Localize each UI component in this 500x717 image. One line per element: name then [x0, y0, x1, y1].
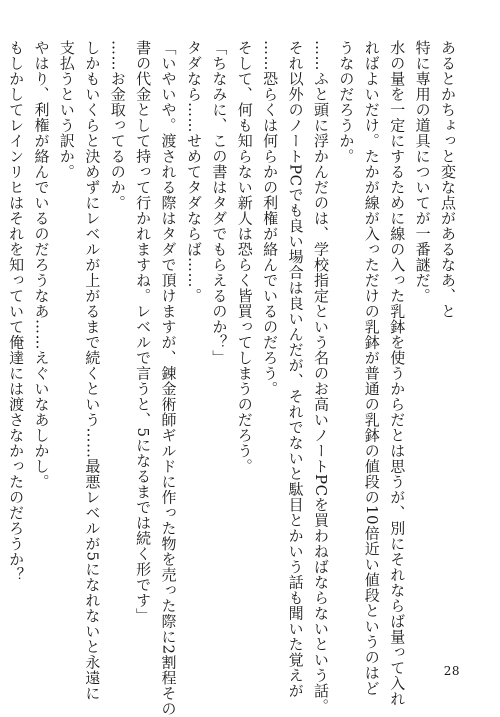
text-line: 「いやいや。渡される際はタダで頂けますが、錬金術師ギルドに作った物を売った際に2割程その: [159, 40, 178, 717]
text-line: 特に専用の道具についてが一番謎だ。: [413, 40, 432, 304]
text-line: あるとかちょっと変な点があるなあ、と: [439, 40, 457, 319]
text-line: ……恐らくは何らかの利権が絡んでいるのだろう。: [261, 40, 280, 397]
text-line: うなのだろうか。: [337, 40, 356, 164]
text-line: 書の代金として持って行かれますね。レベルで言うと、5になるまでは続く形です」: [134, 40, 153, 624]
text-line: 支払うという訳か。: [57, 40, 76, 180]
page-number: 28: [443, 664, 460, 678]
text-line: タダなら……せめてタダならば……。: [184, 40, 203, 304]
text-line: やはり、利権が絡んでいるのだろうなあ……えぐいなあしかし。: [32, 40, 51, 490]
text-line: ……ふと頭に浮かんだのは、学校指定という名のお高いノートPCを買わねばならないという話。: [311, 40, 330, 714]
text-line: それ以外のノートPCでも良い場合は良いんだが、それでないと駄目とかいう話も聞いた覚えが: [286, 40, 305, 699]
text-line: もしかしてレインリヒはそれを知っていて俺達には渡さなかったのだろうか？: [7, 40, 26, 583]
text-line: そして、何も知らない新人は恐らく皆買ってしまうのだろう。: [235, 40, 254, 474]
text-line: しかもいくらと決めずにレベルが上がるまで続くという……最悪レベルが5になれないと永遠に: [83, 40, 102, 702]
text-line: 「ちなみに、この書はタダでもらえるのか？」: [210, 40, 229, 366]
text-line: 水の量を一定にするために線の入った乳鉢を使うからだとは思うが、別にそれならば量って入れ: [388, 40, 407, 707]
text-line: ……お金取ってるのか。: [108, 40, 127, 211]
text-line: ればよいだけ。たかが線が入っただけの乳鉢が普通の乳鉢の値段の10倍近い値段というのはど: [362, 40, 381, 696]
